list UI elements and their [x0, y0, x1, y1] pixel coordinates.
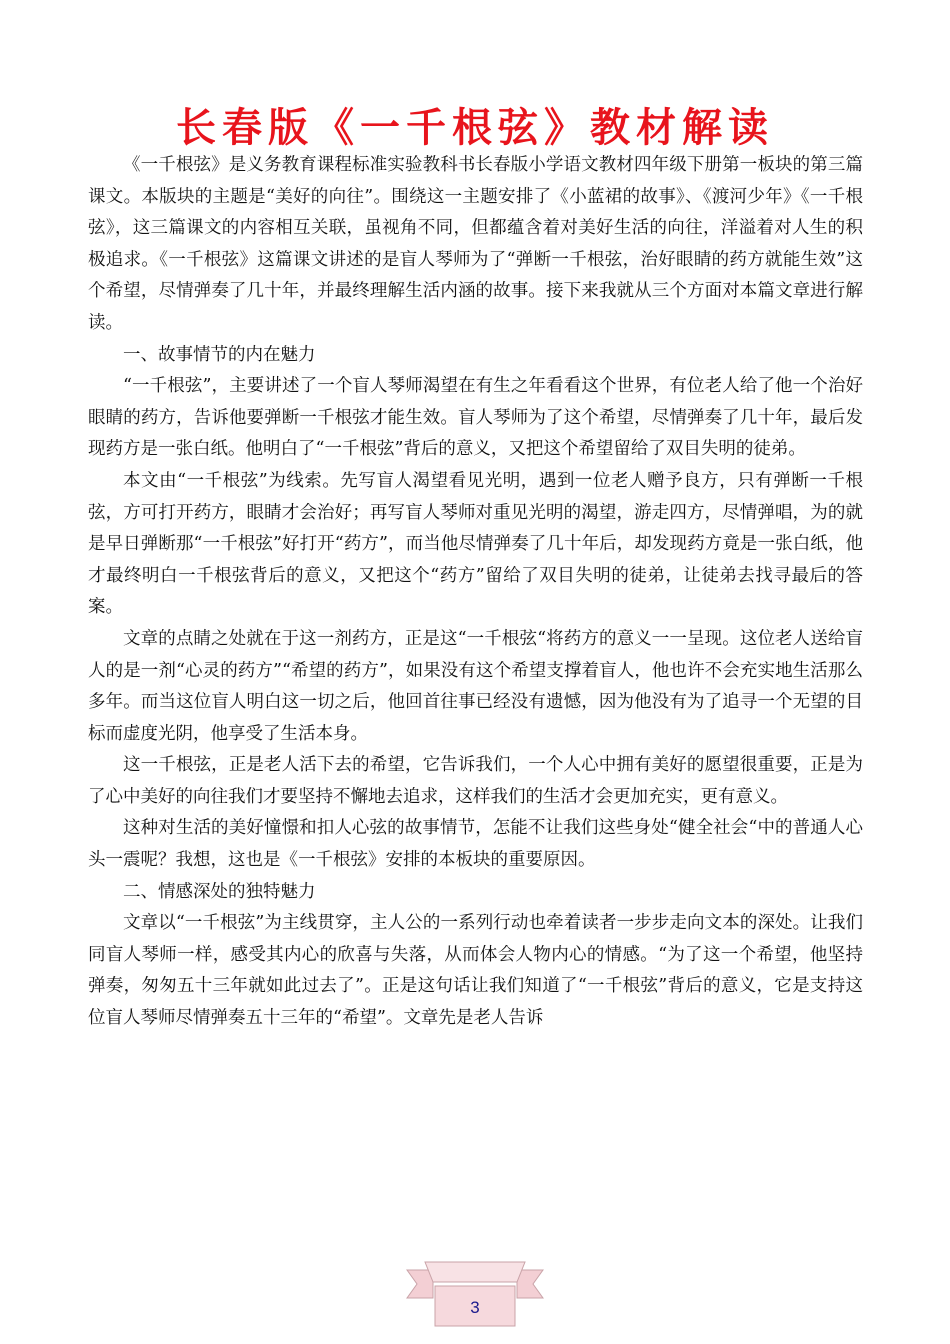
page-number-ribbon	[405, 1258, 545, 1330]
section-heading-2: 二、情感深处的独特魅力	[123, 881, 316, 902]
section-heading-1: 一、故事情节的内在魅力	[123, 344, 316, 365]
paragraph-intro: 《一千根弦》是义务教育课程标准实验教科书长春版小学语文教材四年级下册第一板块的第三篇课文。本版块的主题是“美好的向往”。围绕这一主题安排了《小蓝裙的故事》、《渡河少年》《一千根弦》，这三篇课文的内容相互关联，虽视角不同，但都蕴含着对美好生活的向往，洋溢着对人生的积极追求。《一千根弦》这篇课文讲述的是盲人琴师为了“弹断一千根弦，治好眼睛的药方就能生效”这个希望，尽情弹奏了几十年，并最终理解生活内涵的故事。接下来我就从三个方面对本篇文章进行解读。	[88, 155, 863, 333]
document-body	[88, 150, 863, 1035]
paragraph: “一千根弦”，主要讲述了一个盲人琴师渴望在有生之年看看这个世界，有位老人给了他一个治好眼睛的药方，告诉他要弹断一千根弦才能生效。盲人琴师为了这个希望，尽情弹奏了几十年，最后发现药方是一张白纸。他明白了“一千根弦”背后的意义，又把这个希望留给了双目失明的徒弟。	[88, 376, 863, 460]
paragraph: 本文由“一千根弦”为线索。先写盲人渴望看见光明，遇到一位老人赠予良方，只有弹断一千根弦，方可打开药方，眼睛才会治好；再写盲人琴师对重见光明的渴望，游走四方，尽情弹唱，为的就是早日弹断那“一千根弦”好打开“药方”，而当他尽情弹奏了几十年后，却发现药方竟是一张白纸，他才最终明白一千根弦背后的意义，又把这个“药方”留给了双目失明的徒弟，让徒弟去找寻最后的答案。	[88, 470, 863, 618]
paragraph: 文章以“一千根弦”为主线贯穿，主人公的一系列行动也牵着读者一步步走向文本的深处。让我们同盲人琴师一样，感受其内心的欣喜与失落，从而体会人物内心的情感。“为了这一个希望，他坚持弹奏，匆匆五十三年就如此过去了”。正是这句话让我们知道了“一千根弦”背后的意义，它是支持这位盲人琴师尽情弹奏五十三年的“希望”。文章先是老人告诉	[88, 913, 863, 1029]
ribbon-icon	[405, 1258, 545, 1330]
paragraph: 这一千根弦，正是老人活下去的希望，它告诉我们，一个人心中拥有美好的愿望很重要，正是为了心中美好的向往我们才要坚持不懈地去追求，这样我们的生活才会更加充实，更有意义。	[88, 755, 863, 807]
page-number: 3	[470, 1298, 480, 1317]
paragraph: 文章的点睛之处就在于这一剂药方，正是这“一千根弦“将药方的意义一一呈现。这位老人送给盲人的是一剂“心灵的药方”“希望的药方”，如果没有这个希望支撑着盲人，他也许不会充实地生活那么多年。而当这位盲人明白这一切之后，他回首往事已经没有遗憾，因为他没有为了追寻一个无望的目标而虚度光阴，他享受了生活本身。	[88, 628, 863, 744]
document-title: 长春版《一千根弦》教材解读	[176, 105, 774, 151]
paragraph: 这种对生活的美好憧憬和扣人心弦的故事情节，怎能不让我们这些身处“健全社会“中的普通人心头一震呢？我想，这也是《一千根弦》安排的本板块的重要原因。	[88, 818, 863, 871]
